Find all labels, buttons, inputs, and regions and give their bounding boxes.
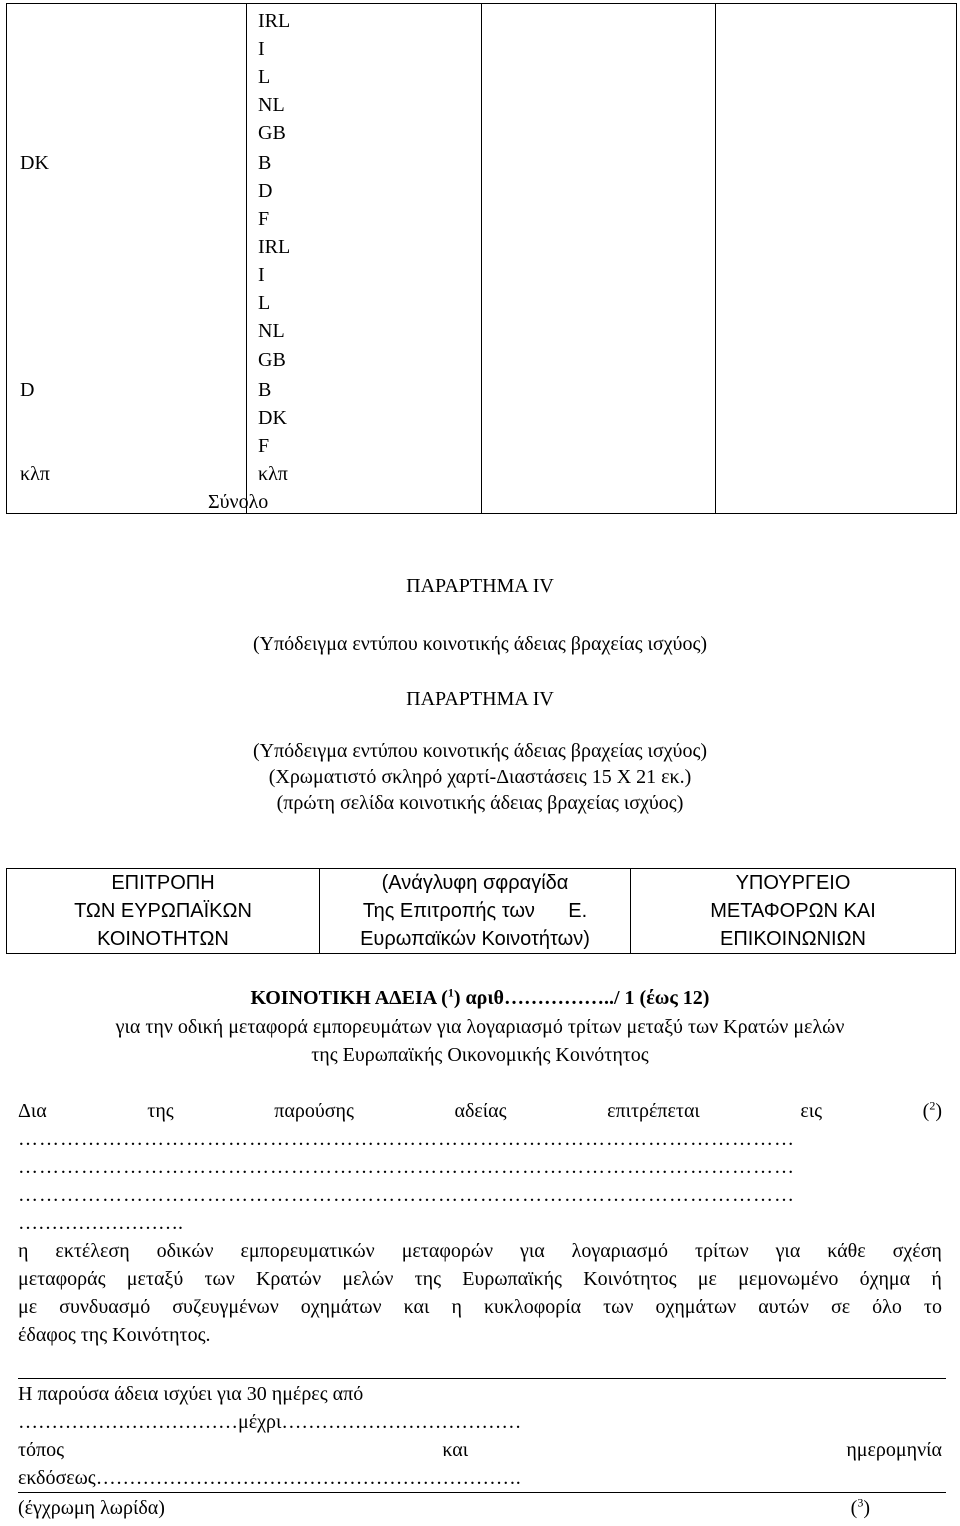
validity-dates[interactable]: ……………………………μέχρι……………………………… [18,1411,522,1433]
place-date-line [18,1436,942,1464]
validity-text: Η παρούσα άδεια ισχύει για 30 ημέρες από [18,1383,364,1405]
word: επιτρέπεται [607,1100,700,1122]
word: μεταξύ [126,1268,184,1290]
issue-line[interactable]: εκδόσεως………………………………………………………. [18,1467,521,1489]
footnote-ref: 2 [929,1098,936,1113]
word: των [204,1268,235,1290]
word: μεμονωμένο [738,1268,839,1290]
ministry-line: ΕΠΙΚΟΙΝΩΝΙΩΝ [720,928,866,950]
body-line [18,1237,942,1265]
word: της [147,1100,174,1122]
word: της [414,1268,442,1290]
word: λογαριασμό [571,1240,669,1262]
cell-text: I [258,38,265,60]
cell-text: B [258,152,272,174]
cell-text: κλπ [258,463,288,485]
commission-line: ΚΟΙΝΟΤΗΤΩΝ [97,928,229,950]
fill-in-dots[interactable]: ………………………………………………………………………………………………… [18,1184,795,1206]
divider [18,1378,946,1379]
fill-in-dots[interactable]: ………………………………………………………………………………………………… [18,1128,795,1150]
word: οχημάτων [300,1296,382,1318]
word: η [18,1240,29,1262]
word: εις [800,1100,823,1122]
annex-title: ΠΑΡΑΡΤΗΜΑ IV [406,575,554,597]
fill-in-dots[interactable]: ………………………………………………………………………………………………… [18,1156,795,1178]
word: και [403,1296,430,1318]
word: για [520,1240,545,1262]
cell-text: DK [20,152,49,174]
word: των [603,1296,634,1318]
cell-text: GB [258,122,286,144]
annex-subtitle-2: (Υπόδειγμα εντύπου κοινοτικής άδειας βραχείας ισχύος) [252,740,708,762]
strip-label: (έγχρωμη λωρίδα) [18,1497,165,1519]
body-line-last: έδαφος της Κοινότητος. [18,1324,211,1346]
ministry-line: ΥΠΟΥΡΓΕΙΟ [735,872,851,894]
word: με [697,1268,717,1290]
cell-text: F [258,435,270,457]
word: κυκλοφορία [483,1296,582,1318]
paren: ( [850,1497,858,1519]
word: σχέση [892,1240,942,1262]
cell-text: κλπ [20,463,50,485]
footnote-ref: 3 [857,1495,864,1510]
ministry-cell [631,869,956,954]
cell-text: IRL [258,10,291,32]
strip-line [18,1494,870,1522]
cell-text: D [20,379,35,401]
word: εμπορευματικών [240,1240,375,1262]
annex-title-2: ΠΑΡΑΡΤΗΜΑ IV [406,688,554,710]
word: όλο [872,1296,902,1318]
word: τόπος [18,1439,65,1461]
cell-text: F [258,208,270,230]
paren: ) [863,1497,870,1519]
cell-text: GB [258,349,286,371]
word: με [18,1296,38,1318]
word: ημερομηνία [846,1439,942,1461]
annex-paper-note: (Χρωματιστό σκληρό χαρτί-Διαστάσεις 15 Χ 21 εκ.) [268,766,692,788]
cell-text: B [258,379,272,401]
word: αδείας [454,1100,507,1122]
seal-line: (Ανάγλυφη σφραγίδα [381,872,569,894]
word: οδικών [156,1240,214,1262]
cell-text: L [258,292,271,314]
grant-line [18,1097,942,1125]
word: ή [931,1268,942,1290]
word: για [775,1240,801,1262]
permit-heading-number: ) αριθ……………../ 1 (έως 12) [453,987,710,1009]
word: μεταφορών [401,1240,494,1262]
header-block [6,868,956,954]
footnote-ref: 1 [447,985,454,1000]
word: τρίτων [694,1240,749,1262]
word: μελών [342,1268,394,1290]
word: κάθε [827,1240,866,1262]
country-table [6,3,957,514]
cell-text: DK [258,407,287,429]
paren: ( [922,1100,930,1122]
annex-subtitle: (Υπόδειγμα εντύπου κοινοτικής άδειας βραχείας ισχύος) [252,633,708,655]
permit-description-2: της Ευρωπαϊκής Οικονομικής Κοινότητος [311,1044,649,1066]
divider [18,1492,946,1493]
ministry-line: ΜΕΤΑΦΟΡΩΝ ΚΑΙ [710,900,876,922]
body-line [18,1293,942,1321]
cell-text: I [258,264,265,286]
word: όχημα [859,1268,911,1290]
fill-in-dots[interactable]: ……………………. [18,1212,183,1234]
word: η [451,1296,462,1318]
paren: ) [935,1100,942,1122]
word: Δια [18,1100,47,1122]
cell-text: D [258,180,273,202]
word: το [923,1296,942,1318]
word: Κοινότητος [583,1268,677,1290]
word: εκτέλεση [55,1240,130,1262]
word: Ευρωπαϊκής [462,1268,562,1290]
seal-cell [320,869,631,954]
cell-text: L [258,66,271,88]
word: αυτών [758,1296,809,1318]
word: οχημάτων [655,1296,737,1318]
word: σε [830,1296,851,1318]
commission-line: ΤΩΝ ΕΥΡΩΠΑΪΚΩΝ [74,900,252,922]
commission-cell [7,869,320,954]
permit-description: για την οδική μεταφορά εμπορευμάτων για λογαριασμό τρίτων μεταξύ των Κρατών μελών [115,1016,845,1038]
commission-line: ΕΠΙΤΡΟΠΗ [111,872,215,894]
word: και [442,1439,469,1461]
country-column-destination [208,4,482,514]
word: Κρατών [255,1268,322,1290]
footnote-paren [851,1494,870,1522]
empty-cell [716,4,957,514]
word: παρούσης [274,1100,354,1122]
body-line [18,1265,942,1293]
cell-text: NL [258,320,285,342]
footnote-paren [923,1097,942,1125]
cell-text: NL [258,94,285,116]
permit-heading [0,984,960,1012]
word: συνδυασμό [59,1296,151,1318]
word: μεταφοράς [18,1268,106,1290]
annex-page-note: (πρώτη σελίδα κοινοτικής άδειας βραχείας ισχύος) [276,792,684,814]
word: συζευγμένων [172,1296,279,1318]
permit-heading-text: ΚΟΙΝΟΤΙΚΗ ΑΔΕΙΑ ( [250,987,448,1009]
seal-line: Ευρωπαϊκών Κοινοτήτων) [360,928,590,950]
country-column-origin [7,4,247,514]
seal-line: Της Επιτροπής των Ε. [362,900,588,922]
empty-cell [482,4,716,514]
total-label: Σύνολο [208,491,269,513]
cell-text: IRL [258,236,291,258]
